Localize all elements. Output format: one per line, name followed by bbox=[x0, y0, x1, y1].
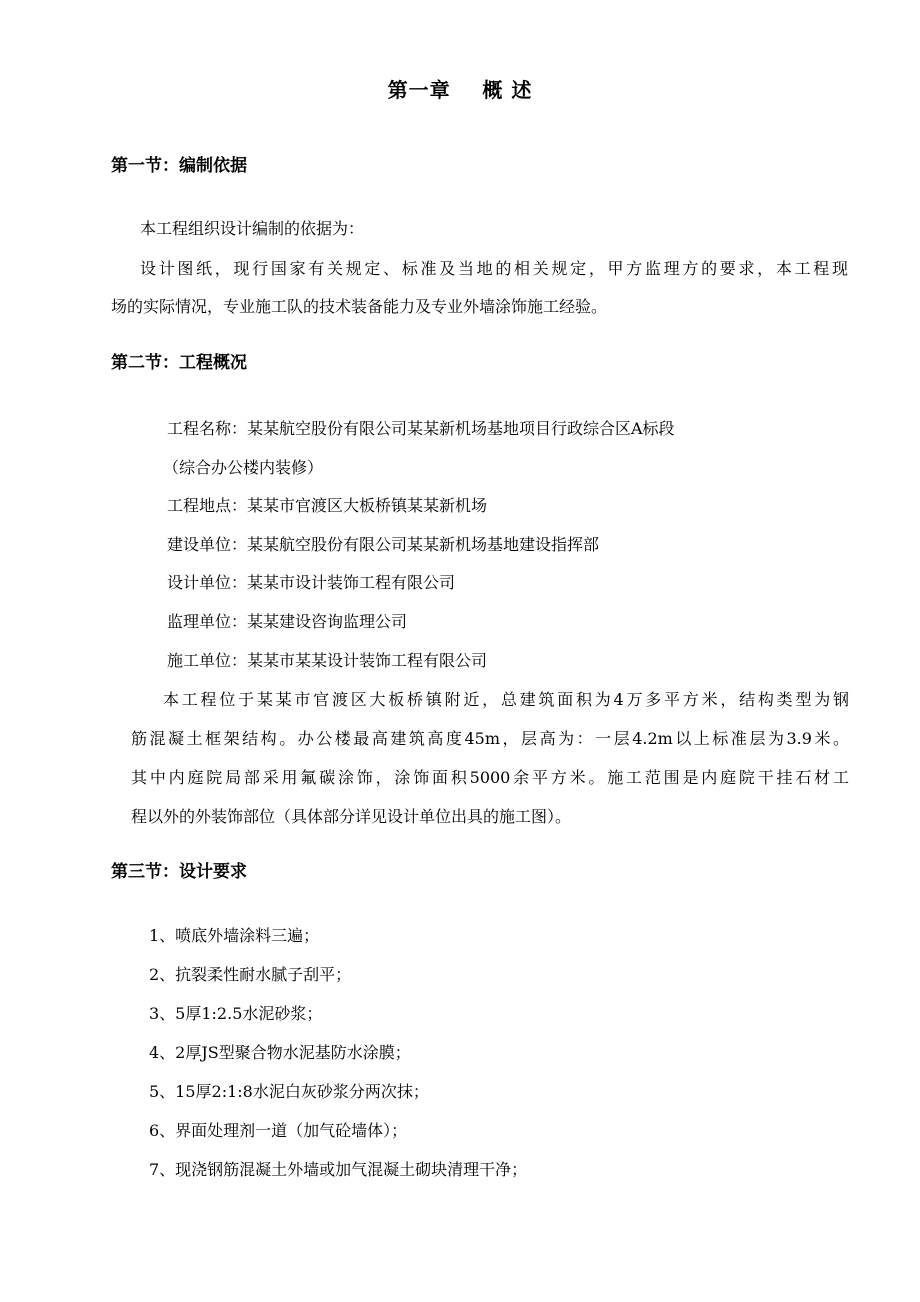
list-item: 6、界面处理剂一道（加气砼墙体）； bbox=[149, 1121, 408, 1140]
basis-paragraph-line: 场的实际情况，专业施工队的技术装备能力及专业外墙涂饰施工经验。 bbox=[111, 297, 608, 316]
list-item: 3、5厚1:2.5水泥砂浆； bbox=[149, 1004, 323, 1023]
overview-paragraph-line: 其中内庭院局部采用氟碳涂饰，涂饰面积5000余平方米。施工范围是内庭院干挂石材工 bbox=[131, 768, 849, 787]
client-line: 建设单位：某某航空股份有限公司某某新机场基地建设指挥部 bbox=[167, 535, 600, 554]
project-name-line: 工程名称：某某航空股份有限公司某某新机场基地项目行政综合区A标段 bbox=[167, 419, 675, 438]
overview-paragraph-line: 程以外的外装饰部位（具体部分详见设计单位出具的施工图）。 bbox=[131, 807, 572, 826]
section-heading-overview: 第二节：工程概况 bbox=[111, 353, 247, 373]
project-location-line: 工程地点：某某市官渡区大板桥镇某某新机场 bbox=[167, 496, 488, 515]
chapter-title: 第一章 概 述 bbox=[387, 78, 533, 102]
section-heading-design: 第三节：设计要求 bbox=[111, 862, 247, 882]
list-item: 2、抗裂柔性耐水腻子刮平； bbox=[149, 965, 352, 984]
supervisor-line: 监理单位：某某建设咨询监理公司 bbox=[167, 612, 408, 631]
list-item: 1、喷底外墙涂料三遍； bbox=[149, 926, 320, 945]
basis-paragraph-line: 设计图纸，现行国家有关规定、标准及当地的相关规定，甲方监理方的要求，本工程现 bbox=[140, 259, 848, 278]
overview-paragraph-line: 筋混凝土框架结构。办公楼最高建筑高度45m，层高为：一层4.2m以上标准层为3.9米。 bbox=[131, 729, 849, 748]
section-heading-basis: 第一节：编制依据 bbox=[111, 156, 247, 176]
overview-paragraph-line: 本工程位于某某市官渡区大板桥镇附近，总建筑面积为4万多平方米，结构类型为钢 bbox=[163, 690, 849, 709]
designer-line: 设计单位：某某市设计装饰工程有限公司 bbox=[167, 573, 456, 592]
list-item: 7、现浇钢筋混凝土外墙或加气混凝土砌块清理干净； bbox=[149, 1160, 528, 1179]
project-name-continuation: （综合办公楼内装修） bbox=[163, 458, 324, 477]
basis-intro-line: 本工程组织设计编制的依据为： bbox=[140, 219, 365, 238]
list-item: 5、15厚2:1:8水泥白灰砂浆分两次抹； bbox=[149, 1082, 429, 1101]
list-item: 4、2厚JS型聚合物水泥基防水涂膜； bbox=[149, 1043, 411, 1062]
contractor-line: 施工单位：某某市某某设计装饰工程有限公司 bbox=[167, 651, 488, 670]
